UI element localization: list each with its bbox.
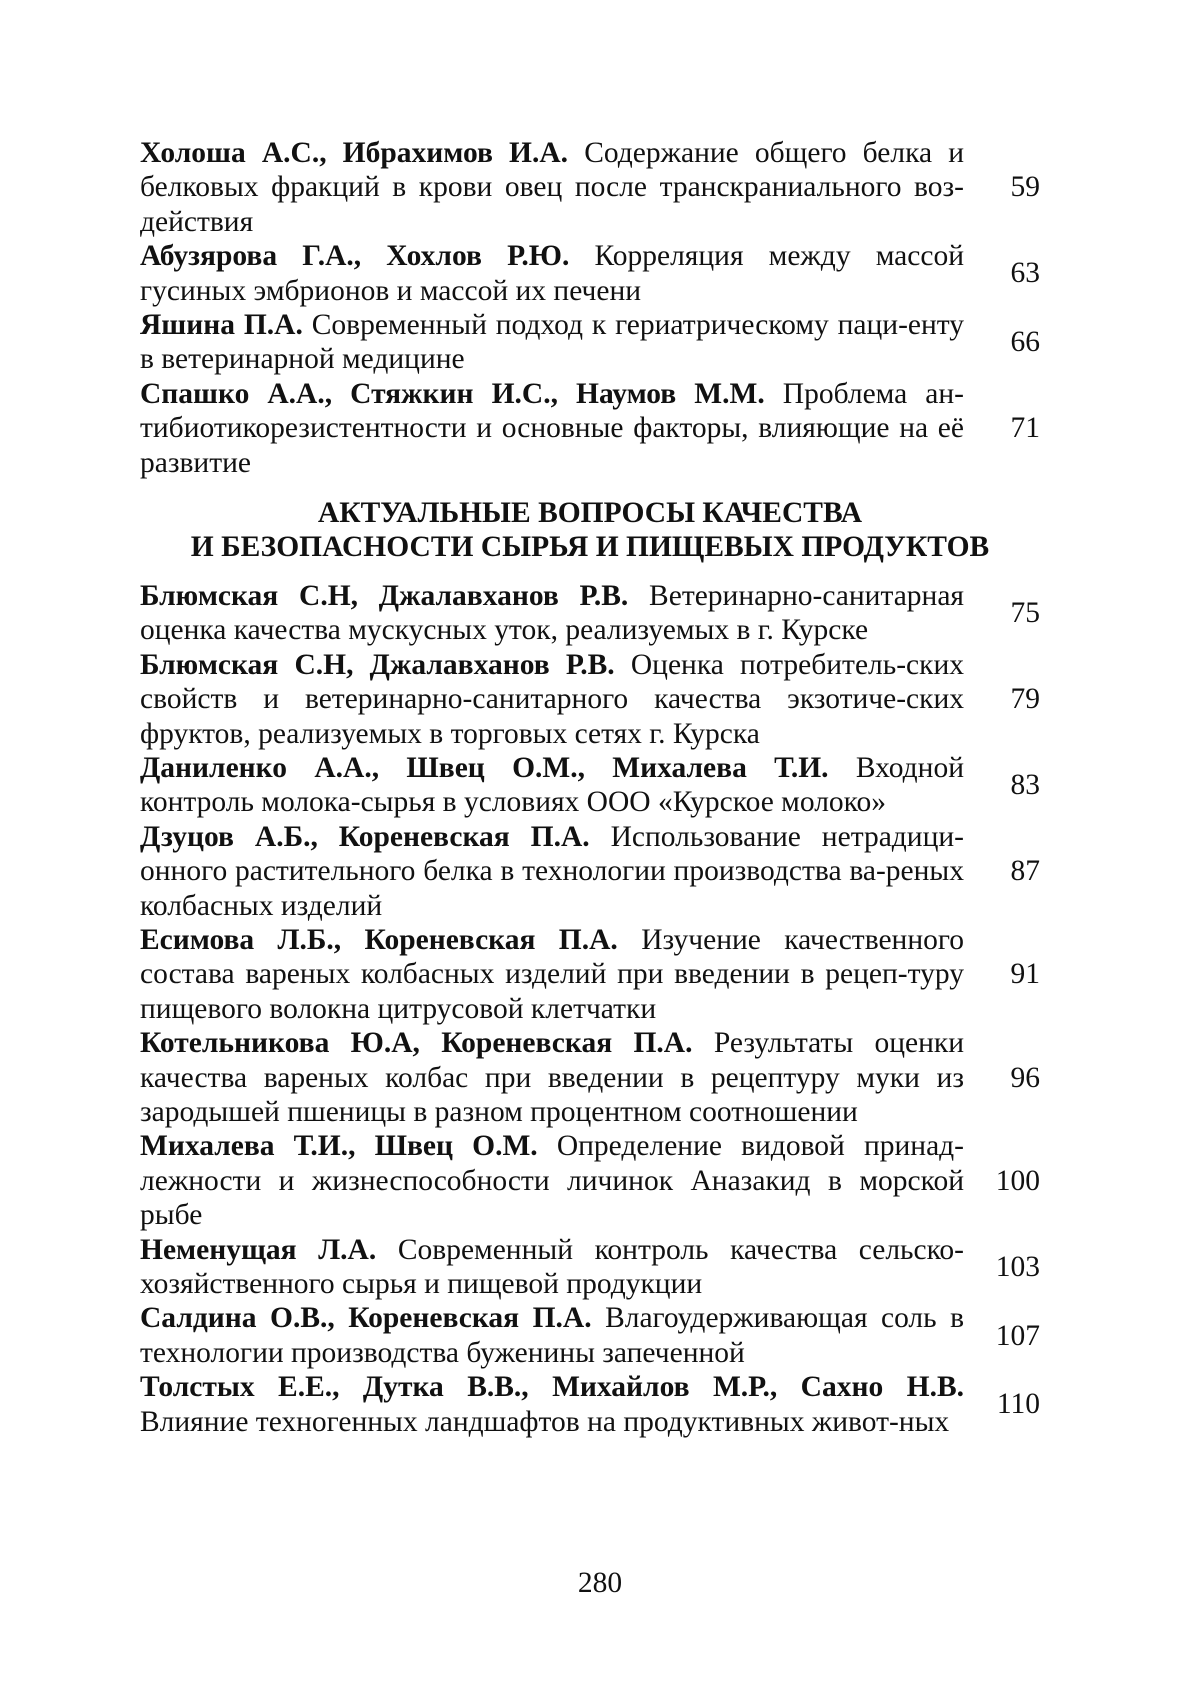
- toc-entry-text: [140, 1026, 964, 1129]
- toc-entry-title: Содержание общего белка и белковых фракций в крови овец после транскраниального воз-действия: [140, 137, 964, 238]
- toc-entry-authors: Яшина П.А.: [140, 309, 303, 342]
- toc-entry-page: 91: [1010, 958, 1040, 991]
- toc-entry-title: Корреляция между массой гусиных эмбрионов и массой их печени: [140, 240, 964, 307]
- toc-entry-page: 63: [1010, 257, 1040, 290]
- toc-entry-page: 59: [1010, 171, 1040, 204]
- toc-entry-page: 75: [1010, 597, 1040, 630]
- toc-entry-text: [140, 1370, 964, 1439]
- section-heading-line1: АКТУАЛЬНЫЕ ВОПРОСЫ КАЧЕСТВА: [317, 497, 863, 530]
- toc-entry-text: [140, 377, 964, 480]
- toc-entry-title: Влагоудерживающая соль в технологии производства буженины запеченной: [140, 1302, 964, 1369]
- toc-entry-text: [140, 1301, 964, 1370]
- toc-entry-text: [140, 1233, 964, 1302]
- toc-entry-authors: Котельникова Ю.А, Кореневская П.А.: [140, 1027, 693, 1060]
- toc-entry: [140, 239, 1040, 308]
- section-heading-line2: И БЕЗОПАСНОСТИ СЫРЬЯ И ПИЩЕВЫХ ПРОДУКТОВ: [190, 531, 990, 564]
- toc-entry-authors: Толстых Е.Е., Дутка В.В., Михайлов М.Р., Сахно Н.В.: [140, 1371, 964, 1404]
- toc-entry-authors: Холоша А.С., Ибрахимов И.А.: [140, 137, 569, 169]
- toc-entry-title: Результаты оценки качества вареных колбас при введении в рецептуру муки из зародышей пшеницы в разном процентном соотношении: [140, 1027, 965, 1128]
- toc-entry-authors: Абузярова Г.А., Хохлов Р.Ю.: [140, 240, 570, 273]
- toc-entry-page: 79: [1010, 683, 1040, 716]
- toc-entry-text: [140, 308, 964, 377]
- toc-entry-authors: Салдина О.В., Кореневская П.А.: [140, 1302, 592, 1335]
- toc-entry: [140, 136, 1040, 239]
- toc-entry: [140, 1129, 1040, 1232]
- toc-entry-title: Использование нетрадици-онного растительного белка в технологии производства ва-реных колбасных изделий: [140, 820, 964, 922]
- toc-entry-text: [140, 820, 964, 923]
- toc-entry-title: Определение видовой принад-лежности и жизнеспособности личинок Аназакид в морской рыбе: [140, 1130, 964, 1232]
- toc-entry-title: Ветеринарно-санитарная оценка качества мускусных уток, реализуемых в г. Курске: [140, 579, 964, 647]
- toc-entry: [140, 1370, 1040, 1439]
- toc-entry-text: [140, 239, 964, 308]
- toc-entry-authors: Михалева Т.И., Швец О.М.: [140, 1130, 538, 1163]
- toc-entry-authors: Есимова Л.Б., Кореневская П.А.: [140, 923, 618, 956]
- toc-entry-title: Современный контроль качества сельско-хозяйственного сырья и пищевой продукции: [140, 1233, 965, 1300]
- toc-entry-text: [140, 579, 964, 648]
- toc-entry-authors: Неменущая Л.А.: [140, 1233, 377, 1266]
- toc-entry-title: Оценка потребитель-ских свойств и ветеринарно-санитарного качества экзотиче-ских фруктов, реализуемых в торговых сетях г. Курска: [140, 648, 965, 750]
- toc-entry-text: [140, 648, 964, 751]
- toc-entry-text: [140, 136, 964, 239]
- toc-entry: [140, 377, 1040, 480]
- toc-entry-page: 110: [996, 1388, 1040, 1421]
- toc-entry-authors: Блюмская С.Н, Джалавханов Р.В.: [140, 648, 615, 681]
- toc-entry-title: Входной контроль молока-сырья в условиях ООО «Курское молоко»: [140, 751, 964, 819]
- page-number: 280: [577, 1567, 623, 1599]
- toc-entry-page: 103: [995, 1250, 1040, 1283]
- toc-entry: [140, 751, 1040, 820]
- toc-entry: [140, 579, 1040, 648]
- section-heading: [140, 496, 1040, 565]
- toc-entry: [140, 1301, 1040, 1370]
- toc-entry-text: [140, 1129, 964, 1232]
- toc-entry-page: 71: [1010, 412, 1040, 445]
- toc-entry-title: Влияние техногенных ландшафтов на продуктивных живот-ных: [140, 1405, 950, 1438]
- toc-entry: [140, 820, 1040, 923]
- toc-entry-authors: Спашко А.А., Стяжкин И.С., Наумов М.М.: [140, 377, 765, 410]
- table-of-contents: [140, 136, 1040, 1439]
- toc-entry-authors: Даниленко А.А., Швец О.М., Михалева Т.И.: [140, 751, 829, 784]
- toc-entry-page: 100: [995, 1164, 1040, 1197]
- toc-entry: [140, 648, 1040, 751]
- toc-entry-authors: Дзуцов А.Б., Кореневская П.А.: [140, 820, 590, 853]
- toc-entry-page: 96: [1010, 1061, 1040, 1094]
- toc-entry: [140, 1233, 1040, 1302]
- toc-entry-title: Изучение качественного состава вареных колбасных изделий при введении в рецеп-туру пищевого волокна цитрусовой клетчатки: [140, 923, 964, 1025]
- toc-entry-title: Проблема ан-тибиотикорезистентности и основные факторы, влияющие на её развитие: [140, 377, 964, 479]
- toc-entry: [140, 1026, 1040, 1129]
- toc-entry-page: 107: [995, 1319, 1040, 1352]
- toc-entry-page: 87: [1010, 855, 1040, 888]
- toc-entry-title: Современный подход к гериатрическому паци-енту в ветеринарной медицине: [140, 309, 965, 376]
- toc-entry: [140, 308, 1040, 377]
- toc-entry-page: 83: [1010, 769, 1040, 802]
- toc-entry-page: 66: [1010, 326, 1040, 359]
- toc-entry-text: [140, 923, 964, 1026]
- toc-entry: [140, 923, 1040, 1026]
- toc-entry-authors: Блюмская С.Н, Джалавханов Р.В.: [140, 579, 629, 612]
- toc-entry-text: [140, 751, 964, 820]
